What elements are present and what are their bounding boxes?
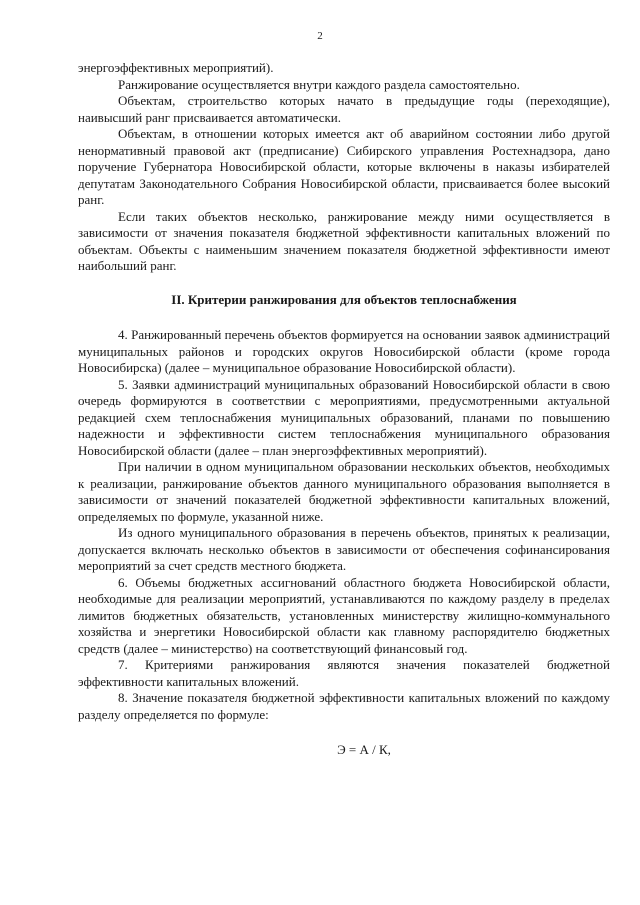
paragraph-multiple-objects: При наличии в одном муниципальном образовании нескольких объектов, необходимых к реализации, ранжирование объектов данного муниципального образования выполняется в зависимости от значений показателей бюджетной эффективности капитальных вложений, определяемых по формуле, указанной ниже. — [78, 459, 610, 524]
paragraph-ranking-within-section: Ранжирование осуществляется внутри каждого раздела самостоятельно. — [118, 76, 520, 92]
paragraph-item-6: 6. Объемы бюджетных ассигнований областного бюджета Новосибирской области, необходимые для реализации мероприятий, устанавливаются по каждому разделу в пределах лимитов бюджетных обязательств, установленных министерству жилищно-коммунального хозяйства и энергетики Новосибирской области как главному распорядителю бюджетных средств (далее – министерство) на соответствующий финансовый год. — [78, 574, 610, 656]
formula: Э = А / К, — [337, 742, 391, 757]
document-body — [78, 60, 610, 759]
paragraph-emergency-objects: Объектам, в отношении которых имеется акт об аварийном состоянии либо другой ненормативный правовой акт (предписание) Сибирского управления Ростехнадзора, дано поручение Губернатора Новосибирской области, которые включены в наказы избирателей депутатам Законодательного Собрания Новосибирской области, присваивается более высокий ранг. — [78, 126, 610, 207]
paragraph-item-7: 7. Критериями ранжирования являются значения показателей бюджетной эффективности капитальных вложений. — [78, 657, 610, 689]
section-heading: II. Критерии ранжирования для объектов теплоснабжения — [171, 291, 517, 307]
page-number: 2 — [317, 30, 323, 42]
paragraph-transitional-objects: Объектам, строительство которых начато в предыдущие годы (переходящие), наивысший ранг присваивается автоматически. — [78, 93, 610, 125]
paragraph-item-8: 8. Значение показателя бюджетной эффективности капитальных вложений по каждому разделу определяется по формуле: — [78, 690, 610, 722]
paragraph-item-4: 4. Ранжированный перечень объектов формируется на основании заявок администраций муниципальных районов и городских округов Новосибирской области (кроме города Новосибирска) (далее – муниципальное образование Новосибирской области). — [78, 327, 610, 375]
paragraph-continuation: энергоэффективных мероприятий). — [78, 60, 274, 75]
paragraph-cofinancing: Из одного муниципального образования в перечень объектов, принятых к реализации, допускается включать несколько объектов в зависимости от обеспечения софинансирования мероприятий за счет средств местного бюджета. — [78, 525, 610, 573]
paragraph-several-objects: Если таких объектов несколько, ранжирование между ними осуществляется в зависимости от значения показателя бюджетной эффективности капитальных вложений по объектам. Объекты с наименьшим значением показателя бюджетной эффективности имеют наибольший ранг. — [78, 208, 610, 273]
paragraph-item-5: 5. Заявки администраций муниципальных образований Новосибирской области в свою очередь формируются в соответствии с мероприятиями, предусмотренными актуальной редакцией схем теплоснабжения муниципальных образований, планами по повышению надежности и эффективности систем теплоснабжения муниципального образования Новосибирской области (далее – план энергоэффективных мероприятий). — [78, 376, 610, 458]
